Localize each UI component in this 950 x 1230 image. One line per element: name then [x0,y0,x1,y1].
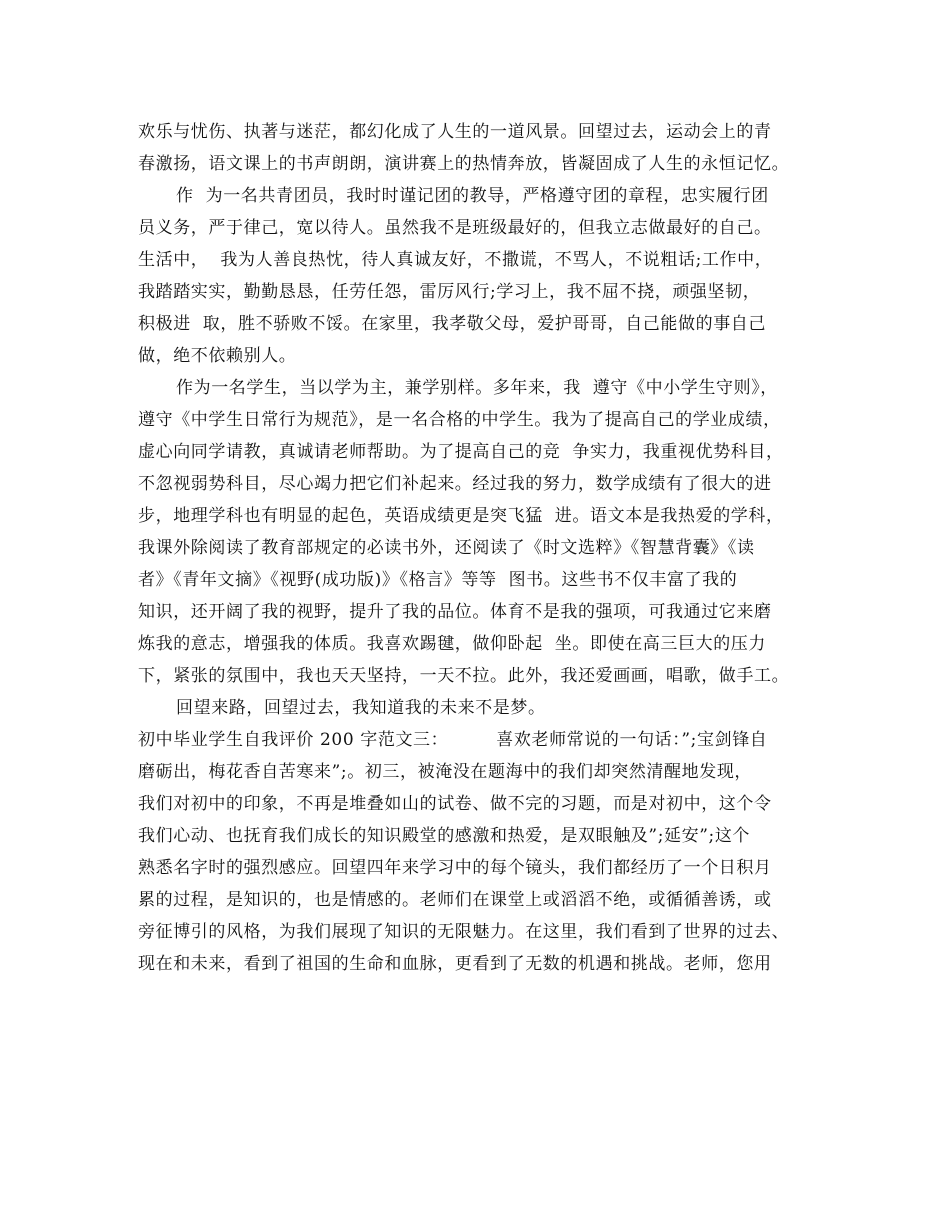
text-line: 我们对初中的印象，不再是堆叠如山的试卷、做不完的习题，而是对初中，这个令 [138,794,772,814]
text-line: 现在和未来，看到了祖国的生命和血脉，更看到了无数的机遇和挑战。老师，您用 [138,954,772,974]
text-line: 不忽视弱势科目，尽心竭力把它们补起来。经过我的努力，数学成绩有了很大的进 [138,474,772,494]
text-line: 积极进 取，胜不骄败不馁。在家里，我孝敬父母，爱护哥哥，自己能做的事自己 [138,314,767,334]
text-line: 员义务，严于律己，宽以待人。虽然我不是班级最好的，但我立志做最好的自己。 [138,218,772,238]
text-line: 春激扬，语文课上的书声朗朗，演讲赛上的热情奔放，皆凝固成了人生的永恒记忆。 [138,154,790,174]
text-line: 熟悉名字时的强烈感应。回望四年来学习中的每个镜头，我们都经历了一个日积月 [138,858,772,878]
text-line: 步，地理学科也有明显的起色，英语成绩更是突飞猛 进。语文本是我热爱的学科， [138,506,784,526]
text-line: 作为一名学生，当以学为主，兼学别样。多年来，我 遵守《中小学生守则》， [176,378,778,398]
text-line: 初中毕业学生自我评价 200 字范文三： 喜欢老师常说的一句话：”;宝剑锋自 [138,730,768,750]
text-line: 炼我的意志，增强我的体质。我喜欢踢毽，做仰卧起 坐。即使在高三巨大的压力 [138,634,767,654]
text-line: 旁征博引的风格，为我们展现了知识的无限魅力。在这里，我们看到了世界的过去、 [138,922,790,942]
text-line: 知识，还开阔了我的视野，提升了我的品位。体育不是我的强项，可我通过它来磨 [138,602,772,622]
text-line: 磨砺出，梅花香自苦寒来”;。初三，被淹没在题海中的我们却突然清醒地发现， [138,762,753,782]
text-line: 遵守《中学生日常行为规范》，是一名合格的中学生。我为了提高自己的学业成绩， [138,410,781,430]
document-body [138,116,828,980]
text-line: 我们心动、也抚育我们成长的知识殿堂的感激和热爱，是双眼触及”;延安”;这个 [138,826,751,846]
text-line: 做，绝不依赖别人。 [138,346,297,366]
text-line: 虚心向同学请教，真诚请老师帮助。为了提高自己的竞 争实力，我重视优势科目， [138,442,784,462]
text-line: 我踏踏实实，勤勤恳恳，任劳任怨，雷厉风行;学习上，我不屈不挠，顽强坚韧， [138,282,761,302]
text-line: 欢乐与忧伤、执著与迷茫，都幻化成了人生的一道风景。回望过去，运动会上的青 [138,122,772,142]
text-line: 回望来路，回望过去，我知道我的未来不是梦。 [176,698,546,718]
text-line: 生活中， 我为人善良热忱，待人真诚友好，不撒谎，不骂人，不说粗话;工作中， [138,250,773,270]
text-line: 累的过程，是知识的，也是情感的。老师们在课堂上或滔滔不绝，或循循善诱，或 [138,890,772,910]
text-line: 下，紧张的氛围中，我也天天坚持，一天不拉。此外，我还爱画画，唱歌，做手工。 [138,666,790,686]
text-line: 作 为一名共青团员，我时时谨记团的教导，严格遵守团的章程，忠实履行团 [176,186,769,206]
text-line: 我课外除阅读了教育部规定的必读书外，还阅读了《时文选粹》《智慧背囊》《读 [138,538,755,558]
text-line: 者》《青年文摘》《视野(成功版)》《格言》等等 图书。这些书不仅丰富了我的 [138,570,738,590]
